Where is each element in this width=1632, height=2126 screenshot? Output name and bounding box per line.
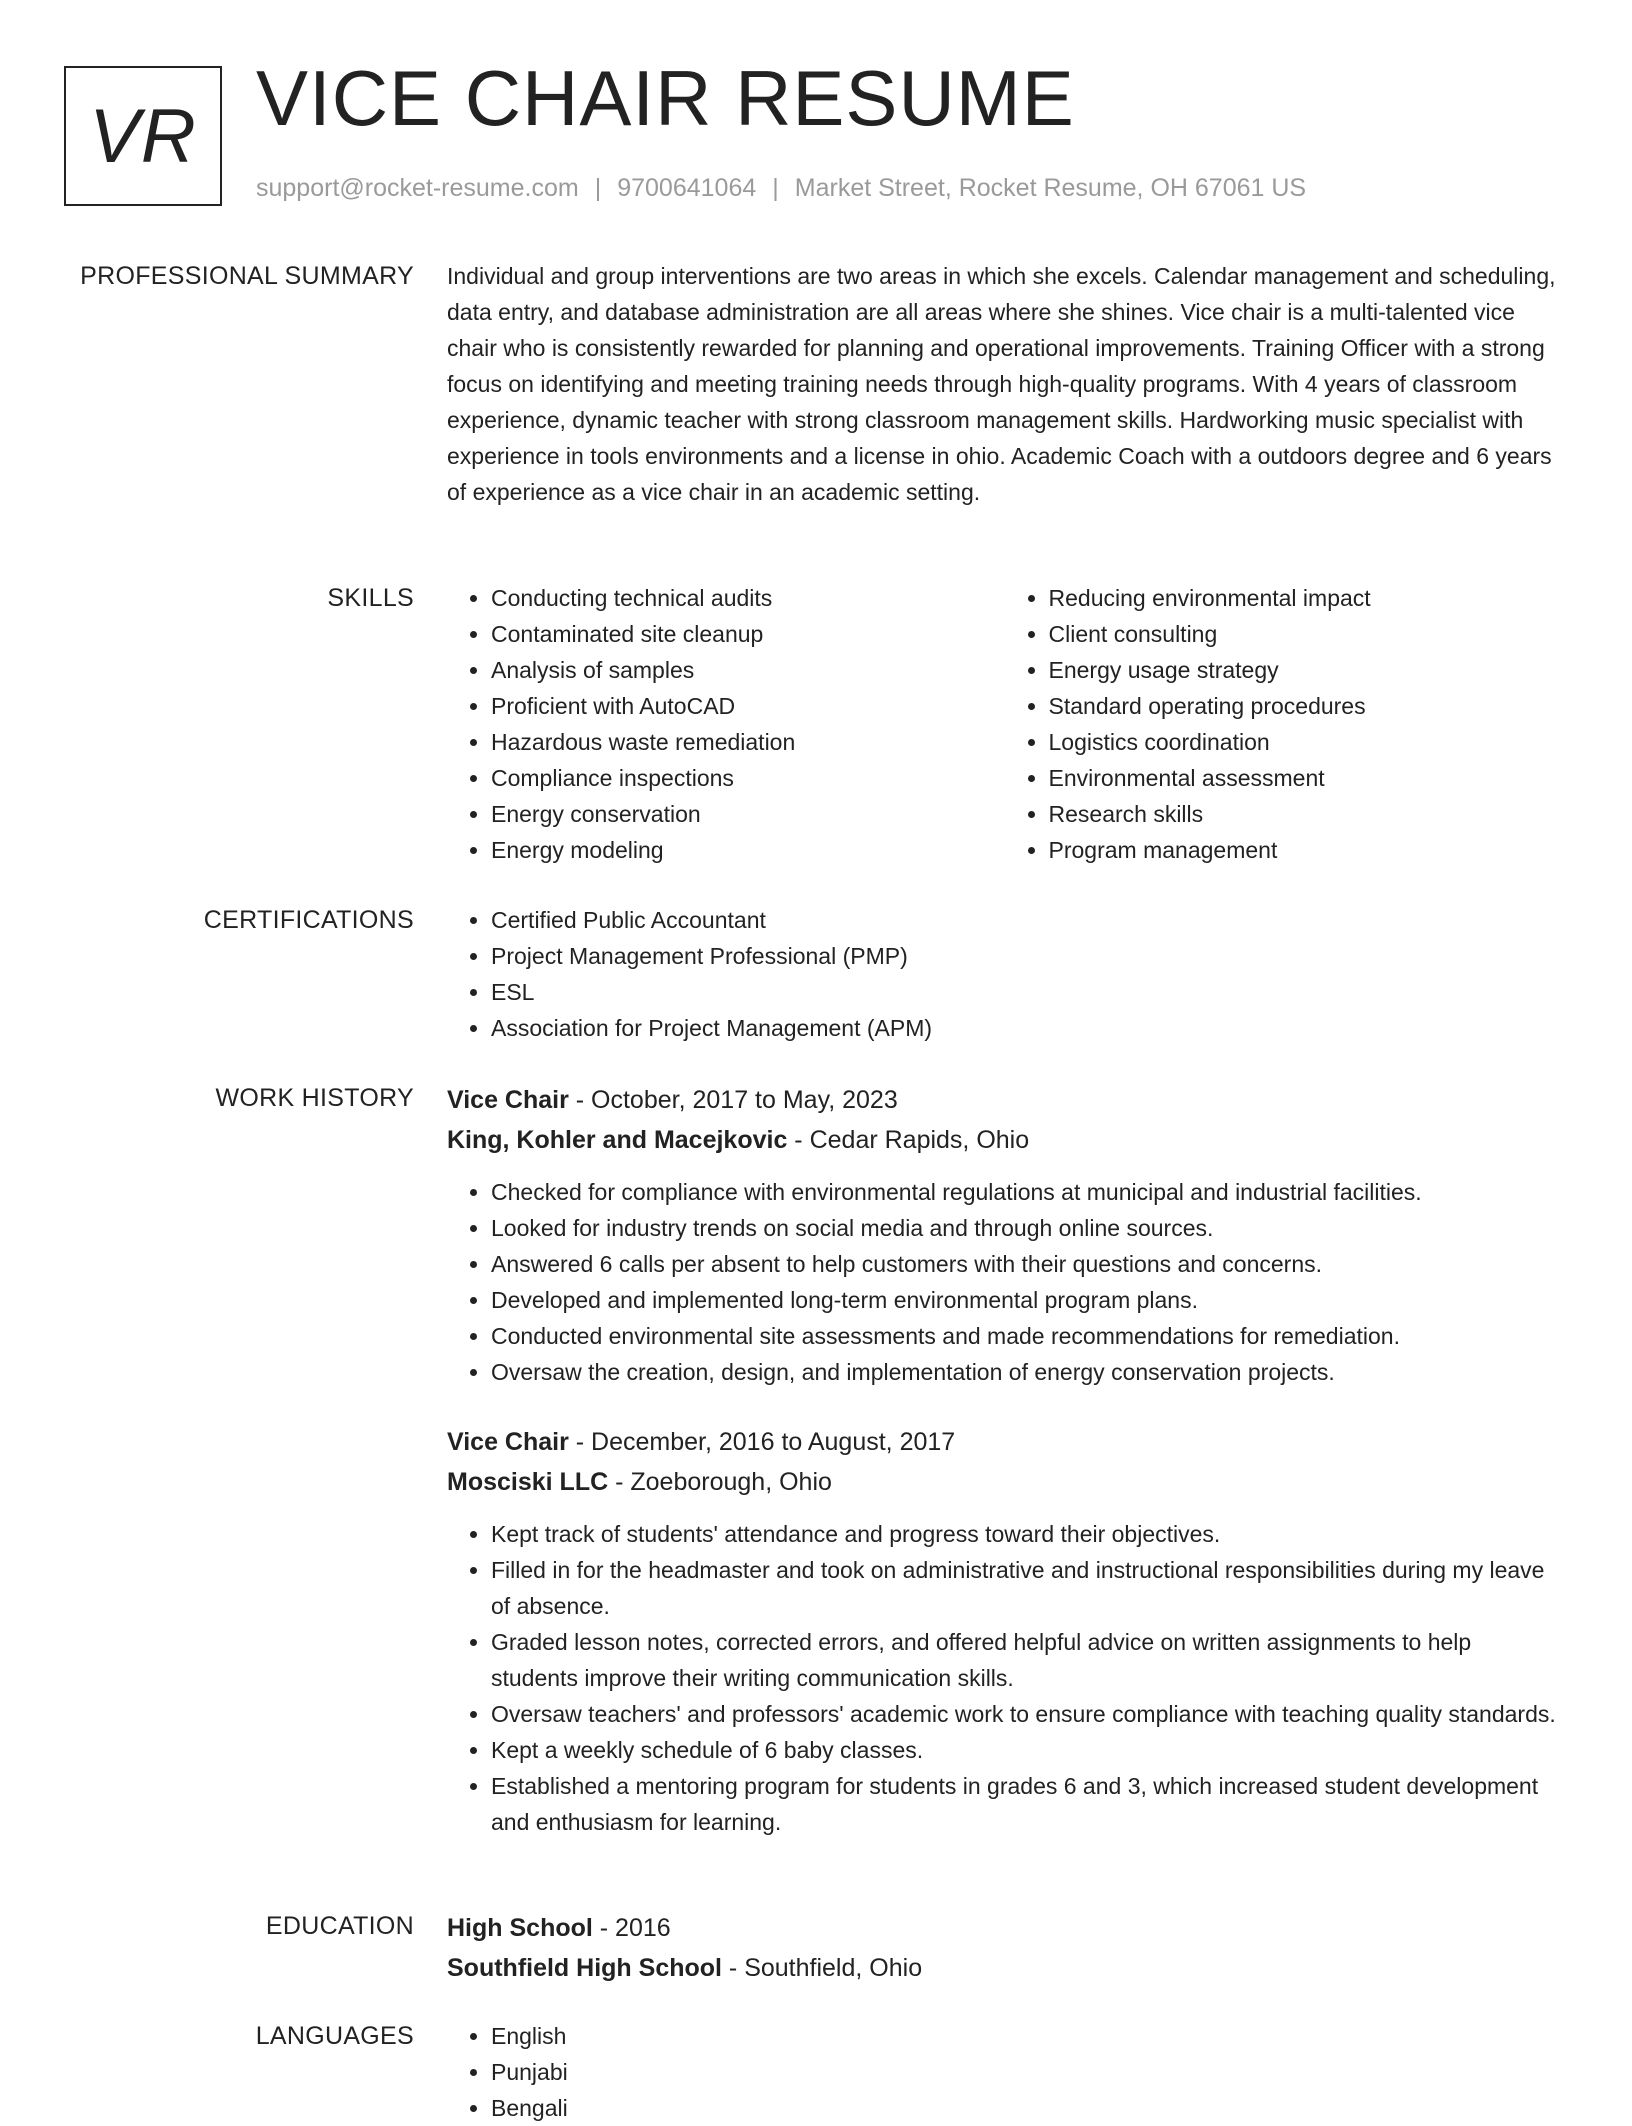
- job-location: - Cedar Rapids, Ohio: [787, 1126, 1030, 1154]
- degree-line: [447, 1908, 1562, 1948]
- section-title: LANGUAGES: [255, 2022, 414, 2050]
- list-item: • Answered 6 calls per absent to help customers with their questions and concerns.: [491, 1246, 1562, 1282]
- job-title-line: [447, 1422, 1562, 1462]
- job-entry: [447, 1080, 1562, 1390]
- school-location: - Southfield, Ohio: [721, 1954, 923, 1982]
- list-item: • Program management: [1049, 832, 1563, 868]
- section-title: EDUCATION: [265, 1912, 414, 1940]
- contact-line: [256, 174, 1306, 203]
- school-line: [447, 1948, 1562, 1988]
- list-item: • Graded lesson notes, corrected errors, and offered helpful advice on written assignments to help students improve their writing communication skills.: [491, 1624, 1562, 1696]
- list-item: • ESL: [491, 974, 1562, 1010]
- list-item: • Proficient with AutoCAD: [491, 688, 1005, 724]
- list-item: • Looked for industry trends on social media and through online sources.: [491, 1210, 1562, 1246]
- list-item: • Standard operating procedures: [1049, 688, 1563, 724]
- list-item: • Developed and implemented long-term environmental program plans.: [491, 1282, 1562, 1318]
- job-company: King, Kohler and Macejkovic: [447, 1126, 788, 1154]
- list-item: • Client consulting: [1049, 616, 1563, 652]
- summary-text: Individual and group interventions are two areas in which she excels. Calendar management and scheduling, data entry, and database administration are all areas where she shines. Vice chair is a multi-talented vice chair who is consistently rewarded for planning and operational improvements. Training Officer with a strong focus on identifying and meeting training needs through high-quality programs. With 4 years of classroom experience, dynamic teacher with strong classroom management skills. Hardworking music specialist with experience in tools environments and a license in ohio. Academic Coach with a outdoors degree and 6 years of experience as a vice chair in an academic setting.: [447, 263, 1556, 505]
- monogram-initials: VR: [89, 93, 197, 179]
- contact-separator: |: [772, 174, 779, 202]
- work-history-body: [447, 1080, 1562, 1840]
- list-item: • Project Management Professional (PMP): [491, 938, 1562, 974]
- summary-body: [447, 258, 1562, 510]
- skills-column-1: [447, 580, 1005, 868]
- job-company-line: [447, 1120, 1562, 1160]
- contact-address: Market Street, Rocket Resume, OH 67061 US: [794, 174, 1307, 202]
- languages-body: [447, 2018, 1562, 2126]
- degree-year: - 2016: [592, 1914, 671, 1942]
- job-title-line: [447, 1080, 1562, 1120]
- resume-title: VICE CHAIR RESUME: [256, 54, 1075, 142]
- job-dates: - December, 2016 to August, 2017: [568, 1428, 956, 1456]
- list-item: • Environmental assessment: [1049, 760, 1563, 796]
- list-item: • Conducting technical audits: [491, 580, 1005, 616]
- list-item: • Reducing environmental impact: [1049, 580, 1563, 616]
- skills-body: [447, 580, 1562, 868]
- list-item: • Checked for compliance with environmental regulations at municipal and industrial facilities.: [491, 1174, 1562, 1210]
- certifications-body: [447, 902, 1562, 1046]
- section-title: WORK HISTORY: [215, 1084, 414, 1112]
- list-item: • Association for Project Management (APM): [491, 1010, 1562, 1046]
- list-item: • Conducted environmental site assessments and made recommendations for remediation.: [491, 1318, 1562, 1354]
- list-item: • Oversaw the creation, design, and implementation of energy conservation projects.: [491, 1354, 1562, 1390]
- job-company-line: [447, 1462, 1562, 1502]
- degree-name: High School: [447, 1914, 593, 1942]
- list-item: • Logistics coordination: [1049, 724, 1563, 760]
- section-title: SKILLS: [327, 584, 414, 612]
- job-duties: [447, 1174, 1562, 1390]
- monogram-box: [64, 66, 222, 206]
- school-name: Southfield High School: [447, 1954, 722, 1982]
- list-item: • Energy usage strategy: [1049, 652, 1563, 688]
- list-item: • Contaminated site cleanup: [491, 616, 1005, 652]
- job-entry: [447, 1422, 1562, 1840]
- list-item: • Research skills: [1049, 796, 1563, 832]
- list-item: • Filled in for the headmaster and took on administrative and instructional responsibilities during my leave of absence.: [491, 1552, 1562, 1624]
- job-location: - Zoeborough, Ohio: [608, 1468, 832, 1496]
- list-item: • Analysis of samples: [491, 652, 1005, 688]
- list-item: • Energy conservation: [491, 796, 1005, 832]
- list-item: • Oversaw teachers' and professors' academic work to ensure compliance with teaching quality standards.: [491, 1696, 1562, 1732]
- list-item: • Energy modeling: [491, 832, 1005, 868]
- list-item: • Established a mentoring program for students in grades 6 and 3, which increased student development and enthusiasm for learning.: [491, 1768, 1562, 1840]
- contact-separator: |: [594, 174, 602, 202]
- list-item: • Kept a weekly schedule of 6 baby classes.: [491, 1732, 1562, 1768]
- list-item: • Hazardous waste remediation: [491, 724, 1005, 760]
- section-title: PROFESSIONAL SUMMARY: [80, 262, 414, 290]
- job-role: Vice Chair: [447, 1428, 569, 1456]
- education-body: [447, 1908, 1562, 1988]
- section-title: CERTIFICATIONS: [203, 906, 414, 934]
- list-item: • English: [491, 2018, 1562, 2054]
- contact-email: support@rocket-resume.com: [256, 174, 579, 202]
- list-item: • Punjabi: [491, 2054, 1562, 2090]
- list-item: • Kept track of students' attendance and progress toward their objectives.: [491, 1516, 1562, 1552]
- job-duties: [447, 1516, 1562, 1840]
- job-role: Vice Chair: [447, 1086, 569, 1114]
- list-item: • Bengali: [491, 2090, 1562, 2126]
- list-item: • Certified Public Accountant: [491, 902, 1562, 938]
- job-company: Mosciski LLC: [447, 1468, 609, 1496]
- skills-column-2: [1005, 580, 1563, 868]
- contact-phone: 9700641064: [617, 174, 757, 202]
- job-dates: - October, 2017 to May, 2023: [568, 1086, 898, 1114]
- list-item: • Compliance inspections: [491, 760, 1005, 796]
